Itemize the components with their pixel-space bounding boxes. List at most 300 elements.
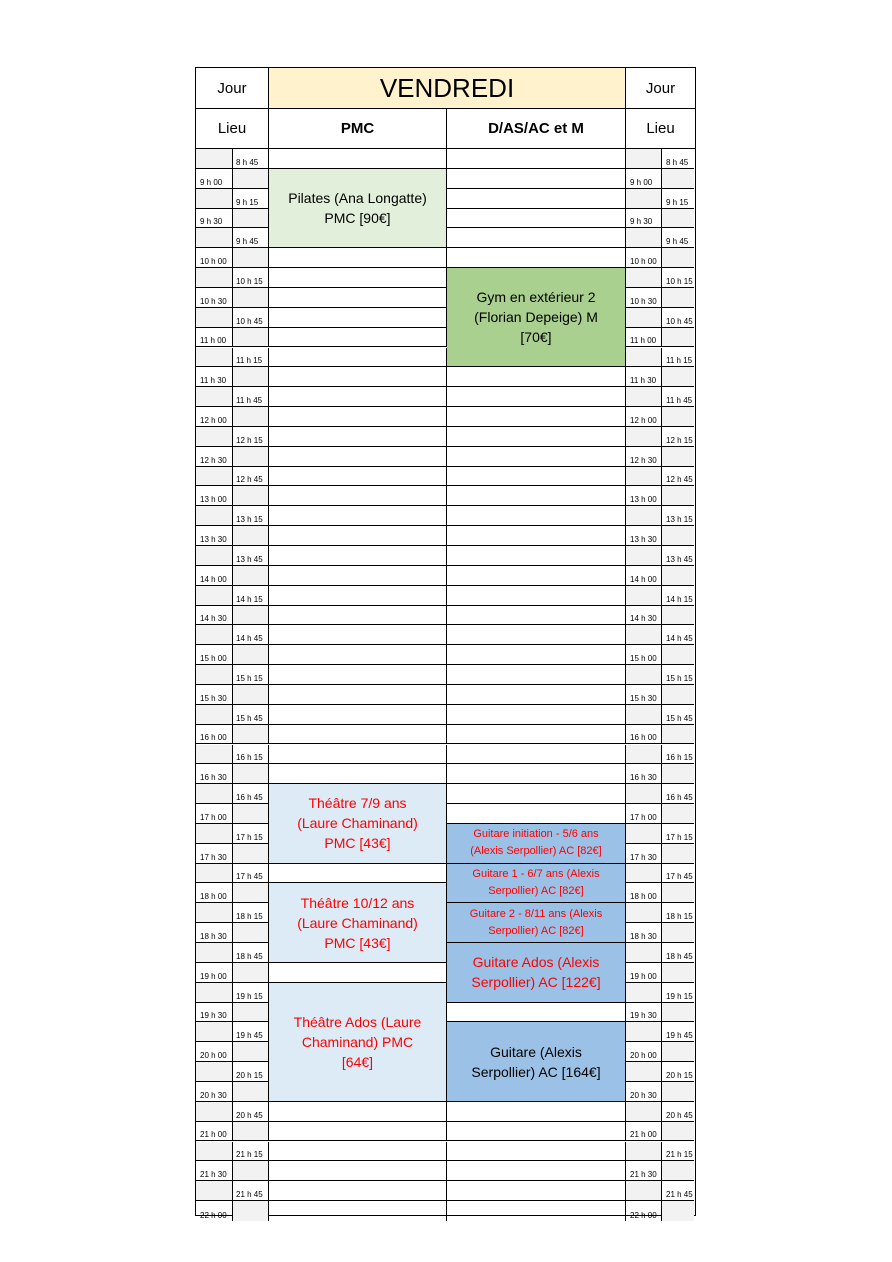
- time-label-left: 17 h 30: [200, 852, 227, 862]
- time-cell-left-quarter: [233, 1142, 269, 1161]
- event-block: [269, 983, 447, 1102]
- slot-pmc: [269, 1161, 447, 1180]
- time-cell-left-hour: [196, 189, 233, 208]
- slot-pmc: [269, 606, 447, 625]
- slot-pmc: [269, 1102, 447, 1121]
- time-label-right: 13 h 00: [630, 495, 657, 505]
- time-row: [196, 427, 694, 447]
- time-label-right: 15 h 45: [666, 713, 693, 723]
- event-block: [447, 1022, 626, 1101]
- time-cell-right-quarter: [662, 268, 694, 287]
- event-text: Guitare initiation - 5/6 ans (Alexis Serpollier) AC [82€]: [470, 828, 602, 858]
- time-row: [196, 566, 694, 586]
- time-label-right: 14 h 00: [630, 574, 657, 584]
- time-cell-right-quarter: [662, 308, 694, 327]
- event-block: [447, 824, 626, 864]
- time-cell-right-quarter: [662, 367, 694, 386]
- slot-das: [447, 209, 626, 228]
- time-cell-left-hour: [196, 745, 233, 764]
- time-cell-right-hour: [626, 169, 662, 188]
- time-cell-left-hour: [196, 149, 233, 168]
- time-cell-left-hour: [196, 1161, 233, 1180]
- slot-pmc: [269, 1201, 447, 1221]
- time-cell-left-quarter: [233, 665, 269, 684]
- slot-das: [447, 447, 626, 466]
- day-title: VENDREDI: [269, 68, 626, 109]
- time-cell-left-quarter: [233, 427, 269, 446]
- time-label-right: 18 h 00: [630, 892, 657, 902]
- time-row: [196, 248, 694, 268]
- time-cell-left-hour: [196, 526, 233, 545]
- time-cell-right-hour: [626, 864, 662, 883]
- slot-das: [447, 1102, 626, 1121]
- time-cell-left-hour: [196, 923, 233, 942]
- time-cell-left-quarter: [233, 387, 269, 406]
- time-cell-right-hour: [626, 407, 662, 426]
- time-cell-left-hour: [196, 824, 233, 843]
- slot-das: [447, 149, 626, 168]
- time-cell-right-quarter: [662, 804, 694, 823]
- column-header-das: D/AS/AC et M: [447, 109, 626, 149]
- time-cell-left-hour: [196, 248, 233, 267]
- time-label-left: 19 h 00: [200, 971, 227, 981]
- slot-das: [447, 566, 626, 585]
- time-label-right: 10 h 30: [630, 296, 657, 306]
- time-cell-right-hour: [626, 1022, 662, 1041]
- slot-das: [447, 725, 626, 744]
- time-label-left: 21 h 45: [236, 1190, 263, 1200]
- time-cell-right-quarter: [662, 1003, 694, 1022]
- slot-pmc: [269, 963, 447, 982]
- event-block: [447, 943, 626, 1003]
- time-cell-right-quarter: [662, 923, 694, 942]
- time-label-right: 9 h 15: [666, 197, 689, 207]
- time-label-left: 12 h 00: [200, 415, 227, 425]
- slot-das: [447, 467, 626, 486]
- time-label-right: 9 h 45: [666, 237, 689, 247]
- time-cell-left-quarter: [233, 745, 269, 764]
- time-label-left: 13 h 30: [200, 534, 227, 544]
- time-label-right: 19 h 15: [666, 991, 693, 1001]
- time-row: [196, 764, 694, 784]
- time-label-right: 20 h 30: [630, 1090, 657, 1100]
- time-cell-left-quarter: [233, 645, 269, 664]
- lieu-label-right: Lieu: [626, 109, 695, 149]
- time-label-left: 12 h 30: [200, 455, 227, 465]
- time-row: [196, 725, 694, 745]
- slot-das: [447, 1161, 626, 1180]
- jour-label-right: Jour: [626, 68, 695, 109]
- time-cell-right-hour: [626, 268, 662, 287]
- time-row: [196, 367, 694, 387]
- time-label-left: 20 h 00: [200, 1051, 227, 1061]
- time-cell-left-hour: [196, 1082, 233, 1101]
- time-row: [196, 625, 694, 645]
- time-label-right: 17 h 30: [630, 852, 657, 862]
- time-cell-right-quarter: [662, 348, 694, 367]
- time-label-left: 14 h 15: [236, 594, 263, 604]
- time-label-left: 17 h 15: [236, 832, 263, 842]
- time-cell-left-hour: [196, 1022, 233, 1041]
- time-cell-right-hour: [626, 1122, 662, 1141]
- time-cell-left-hour: [196, 268, 233, 287]
- time-cell-right-hour: [626, 526, 662, 545]
- time-cell-right-hour: [626, 764, 662, 783]
- time-label-left: 15 h 45: [236, 713, 263, 723]
- slot-pmc: [269, 149, 447, 168]
- time-label-left: 9 h 30: [200, 217, 223, 227]
- slot-das: [447, 586, 626, 605]
- time-label-left: 9 h 15: [236, 197, 259, 207]
- time-label-left: 16 h 30: [200, 773, 227, 783]
- time-cell-left-hour: [196, 486, 233, 505]
- time-label-right: 17 h 15: [666, 832, 693, 842]
- time-cell-right-hour: [626, 665, 662, 684]
- time-cell-right-hour: [626, 844, 662, 863]
- slot-pmc: [269, 288, 447, 307]
- time-cell-left-quarter: [233, 467, 269, 486]
- slot-das: [447, 546, 626, 565]
- time-label-right: 15 h 00: [630, 654, 657, 664]
- time-label-right: 12 h 15: [666, 435, 693, 445]
- slot-pmc: [269, 427, 447, 446]
- time-label-right: 21 h 45: [666, 1190, 693, 1200]
- time-cell-right-hour: [626, 685, 662, 704]
- time-cell-left-quarter: [233, 705, 269, 724]
- event-text: Théâtre 10/12 ans (Laure Chaminand) PMC [43€]: [297, 894, 418, 951]
- time-cell-left-quarter: [233, 348, 269, 367]
- time-row: [196, 149, 694, 169]
- time-cell-right-quarter: [662, 506, 694, 525]
- slot-pmc: [269, 328, 447, 347]
- time-label-left: 18 h 15: [236, 912, 263, 922]
- time-cell-left-quarter: [233, 903, 269, 922]
- time-cell-left-quarter: [233, 804, 269, 823]
- time-cell-right-hour: [626, 328, 662, 347]
- time-label-right: 16 h 00: [630, 733, 657, 743]
- slot-das: [447, 1201, 626, 1221]
- time-label-left: 12 h 15: [236, 435, 263, 445]
- time-cell-left-quarter: [233, 883, 269, 902]
- slot-das: [447, 784, 626, 803]
- time-label-left: 17 h 00: [200, 812, 227, 822]
- time-label-left: 16 h 15: [236, 753, 263, 763]
- time-cell-left-hour: [196, 209, 233, 228]
- time-cell-right-quarter: [662, 1122, 694, 1141]
- slot-das: [447, 169, 626, 188]
- time-label-left: 22 h 00: [200, 1210, 227, 1220]
- time-label-left: 13 h 45: [236, 554, 263, 564]
- slot-pmc: [269, 387, 447, 406]
- time-cell-left-quarter: [233, 189, 269, 208]
- time-cell-right-hour: [626, 903, 662, 922]
- event-text: Guitare 2 - 8/11 ans (Alexis Serpollier) AC [82€]: [469, 907, 603, 937]
- time-cell-left-hour: [196, 308, 233, 327]
- time-row: [196, 526, 694, 546]
- time-cell-right-quarter: [662, 963, 694, 982]
- time-label-left: 11 h 15: [236, 356, 263, 366]
- slot-pmc: [269, 506, 447, 525]
- time-cell-right-hour: [626, 546, 662, 565]
- time-cell-left-hour: [196, 764, 233, 783]
- slot-pmc: [269, 725, 447, 744]
- time-cell-left-hour: [196, 447, 233, 466]
- time-label-right: 21 h 00: [630, 1130, 657, 1140]
- time-cell-left-quarter: [233, 169, 269, 188]
- time-cell-right-quarter: [662, 1042, 694, 1061]
- time-cell-right-hour: [626, 625, 662, 644]
- slot-pmc: [269, 348, 447, 367]
- time-cell-left-hour: [196, 288, 233, 307]
- time-cell-left-quarter: [233, 963, 269, 982]
- time-cell-right-hour: [626, 1161, 662, 1180]
- time-label-left: 20 h 15: [236, 1070, 263, 1080]
- time-label-left: 16 h 45: [236, 793, 263, 803]
- time-cell-right-quarter: [662, 764, 694, 783]
- time-cell-right-hour: [626, 486, 662, 505]
- time-cell-left-quarter: [233, 824, 269, 843]
- time-label-right: 14 h 15: [666, 594, 693, 604]
- time-cell-left-hour: [196, 407, 233, 426]
- time-cell-right-quarter: [662, 248, 694, 267]
- slot-das: [447, 1142, 626, 1161]
- slot-pmc: [269, 586, 447, 605]
- time-cell-left-quarter: [233, 546, 269, 565]
- time-label-left: 20 h 30: [200, 1090, 227, 1100]
- time-row: [196, 486, 694, 506]
- time-cell-left-hour: [196, 606, 233, 625]
- time-cell-left-quarter: [233, 923, 269, 942]
- time-cell-right-quarter: [662, 606, 694, 625]
- slot-pmc: [269, 764, 447, 783]
- time-cell-left-hour: [196, 1142, 233, 1161]
- slot-das: [447, 1003, 626, 1022]
- time-label-right: 11 h 45: [666, 396, 693, 406]
- time-cell-left-hour: [196, 387, 233, 406]
- slot-pmc: [269, 1181, 447, 1200]
- time-row: [196, 705, 694, 725]
- time-label-right: 10 h 45: [666, 316, 693, 326]
- time-label-right: 10 h 15: [666, 276, 693, 286]
- time-cell-right-hour: [626, 566, 662, 585]
- time-cell-right-quarter: [662, 586, 694, 605]
- time-cell-right-hour: [626, 983, 662, 1002]
- time-cell-right-hour: [626, 506, 662, 525]
- time-cell-left-hour: [196, 685, 233, 704]
- time-row: [196, 586, 694, 606]
- slot-das: [447, 1122, 626, 1141]
- time-label-left: 11 h 00: [200, 336, 227, 346]
- time-cell-right-quarter: [662, 784, 694, 803]
- time-row: [196, 1161, 694, 1181]
- time-cell-left-quarter: [233, 407, 269, 426]
- time-cell-left-hour: [196, 844, 233, 863]
- time-cell-right-quarter: [662, 864, 694, 883]
- time-cell-right-hour: [626, 149, 662, 168]
- slot-das: [447, 486, 626, 505]
- time-cell-right-hour: [626, 725, 662, 744]
- time-row: [196, 1142, 694, 1162]
- time-label-left: 10 h 00: [200, 257, 227, 267]
- time-label-right: 10 h 00: [630, 257, 657, 267]
- time-cell-right-hour: [626, 387, 662, 406]
- time-cell-left-hour: [196, 903, 233, 922]
- time-label-left: 8 h 45: [236, 157, 259, 167]
- time-cell-left-quarter: [233, 526, 269, 545]
- slot-pmc: [269, 685, 447, 704]
- time-label-left: 14 h 30: [200, 614, 227, 624]
- event-text: Pilates (Ana Longatte) PMC [90€]: [288, 190, 427, 227]
- slot-das: [447, 427, 626, 446]
- slot-pmc: [269, 407, 447, 426]
- time-cell-right-hour: [626, 645, 662, 664]
- time-label-right: 22 h 00: [630, 1210, 657, 1220]
- slot-das: [447, 685, 626, 704]
- slot-pmc: [269, 745, 447, 764]
- time-cell-left-hour: [196, 228, 233, 247]
- time-row: [196, 387, 694, 407]
- slot-pmc: [269, 566, 447, 585]
- time-row: [196, 745, 694, 765]
- time-cell-right-quarter: [662, 745, 694, 764]
- time-cell-left-hour: [196, 1042, 233, 1061]
- time-label-right: 19 h 45: [666, 1031, 693, 1041]
- time-cell-right-hour: [626, 209, 662, 228]
- time-cell-right-quarter: [662, 447, 694, 466]
- time-cell-left-hour: [196, 169, 233, 188]
- time-cell-left-quarter: [233, 1003, 269, 1022]
- event-block: [269, 169, 447, 248]
- time-cell-right-quarter: [662, 288, 694, 307]
- slot-das: [447, 526, 626, 545]
- time-row: [196, 1122, 694, 1142]
- time-cell-right-quarter: [662, 1022, 694, 1041]
- time-cell-left-quarter: [233, 367, 269, 386]
- time-cell-left-quarter: [233, 1022, 269, 1041]
- time-label-left: 21 h 00: [200, 1130, 227, 1140]
- time-cell-left-quarter: [233, 209, 269, 228]
- time-cell-right-quarter: [662, 467, 694, 486]
- time-row: [196, 1181, 694, 1201]
- slot-pmc: [269, 367, 447, 386]
- time-cell-right-quarter: [662, 645, 694, 664]
- slot-das: [447, 625, 626, 644]
- time-cell-left-hour: [196, 864, 233, 883]
- time-cell-right-hour: [626, 447, 662, 466]
- time-cell-right-hour: [626, 745, 662, 764]
- time-row: [196, 1102, 694, 1122]
- time-cell-right-hour: [626, 804, 662, 823]
- time-cell-right-quarter: [662, 407, 694, 426]
- time-cell-left-hour: [196, 943, 233, 962]
- time-label-right: 16 h 45: [666, 793, 693, 803]
- time-cell-right-hour: [626, 367, 662, 386]
- time-label-right: 17 h 45: [666, 872, 693, 882]
- time-cell-left-hour: [196, 586, 233, 605]
- slot-pmc: [269, 308, 447, 327]
- time-row: [196, 645, 694, 665]
- time-cell-right-quarter: [662, 844, 694, 863]
- time-label-right: 19 h 00: [630, 971, 657, 981]
- time-cell-left-quarter: [233, 764, 269, 783]
- slot-das: [447, 804, 626, 823]
- time-cell-right-quarter: [662, 387, 694, 406]
- slot-pmc: [269, 447, 447, 466]
- time-cell-left-hour: [196, 506, 233, 525]
- time-cell-right-quarter: [662, 625, 694, 644]
- time-cell-right-hour: [626, 1003, 662, 1022]
- time-label-right: 16 h 15: [666, 753, 693, 763]
- time-cell-right-quarter: [662, 824, 694, 843]
- slot-das: [447, 665, 626, 684]
- time-cell-left-quarter: [233, 1082, 269, 1101]
- time-label-right: 11 h 15: [666, 356, 693, 366]
- time-label-left: 19 h 15: [236, 991, 263, 1001]
- time-cell-left-quarter: [233, 1122, 269, 1141]
- time-label-right: 12 h 45: [666, 475, 693, 485]
- time-cell-left-hour: [196, 1062, 233, 1081]
- time-label-left: 9 h 00: [200, 177, 223, 187]
- slot-das: [447, 387, 626, 406]
- slot-pmc: [269, 864, 447, 883]
- time-cell-right-hour: [626, 1062, 662, 1081]
- time-cell-left-hour: [196, 963, 233, 982]
- time-label-right: 18 h 45: [666, 951, 693, 961]
- time-label-right: 8 h 45: [666, 157, 689, 167]
- time-cell-left-hour: [196, 467, 233, 486]
- time-label-right: 12 h 00: [630, 415, 657, 425]
- slot-pmc: [269, 645, 447, 664]
- time-cell-right-hour: [626, 1042, 662, 1061]
- time-cell-right-quarter: [662, 486, 694, 505]
- time-cell-left-quarter: [233, 983, 269, 1002]
- time-cell-right-quarter: [662, 228, 694, 247]
- time-label-left: 16 h 00: [200, 733, 227, 743]
- time-label-left: 18 h 00: [200, 892, 227, 902]
- event-block: [447, 268, 626, 367]
- time-cell-left-hour: [196, 367, 233, 386]
- time-cell-right-quarter: [662, 1142, 694, 1161]
- time-cell-right-hour: [626, 1082, 662, 1101]
- time-cell-left-hour: [196, 625, 233, 644]
- slot-pmc: [269, 546, 447, 565]
- time-label-left: 15 h 15: [236, 673, 263, 683]
- time-cell-left-hour: [196, 348, 233, 367]
- time-cell-right-hour: [626, 824, 662, 843]
- time-label-left: 21 h 30: [200, 1170, 227, 1180]
- slot-pmc: [269, 625, 447, 644]
- slot-pmc: [269, 486, 447, 505]
- time-cell-right-quarter: [662, 665, 694, 684]
- time-cell-right-quarter: [662, 1161, 694, 1180]
- time-cell-right-quarter: [662, 1181, 694, 1200]
- time-label-left: 19 h 30: [200, 1011, 227, 1021]
- time-cell-right-quarter: [662, 1102, 694, 1121]
- time-cell-left-hour: [196, 705, 233, 724]
- time-cell-right-hour: [626, 228, 662, 247]
- slot-das: [447, 248, 626, 267]
- time-cell-right-quarter: [662, 209, 694, 228]
- time-cell-right-hour: [626, 1201, 662, 1221]
- event-text: Théâtre 7/9 ans (Laure Chaminand) PMC [43€]: [297, 795, 418, 852]
- time-label-right: 20 h 15: [666, 1070, 693, 1080]
- time-cell-left-quarter: [233, 268, 269, 287]
- slot-das: [447, 705, 626, 724]
- time-label-left: 10 h 45: [236, 316, 263, 326]
- time-cell-right-quarter: [662, 685, 694, 704]
- time-cell-right-quarter: [662, 328, 694, 347]
- time-label-right: 20 h 45: [666, 1110, 693, 1120]
